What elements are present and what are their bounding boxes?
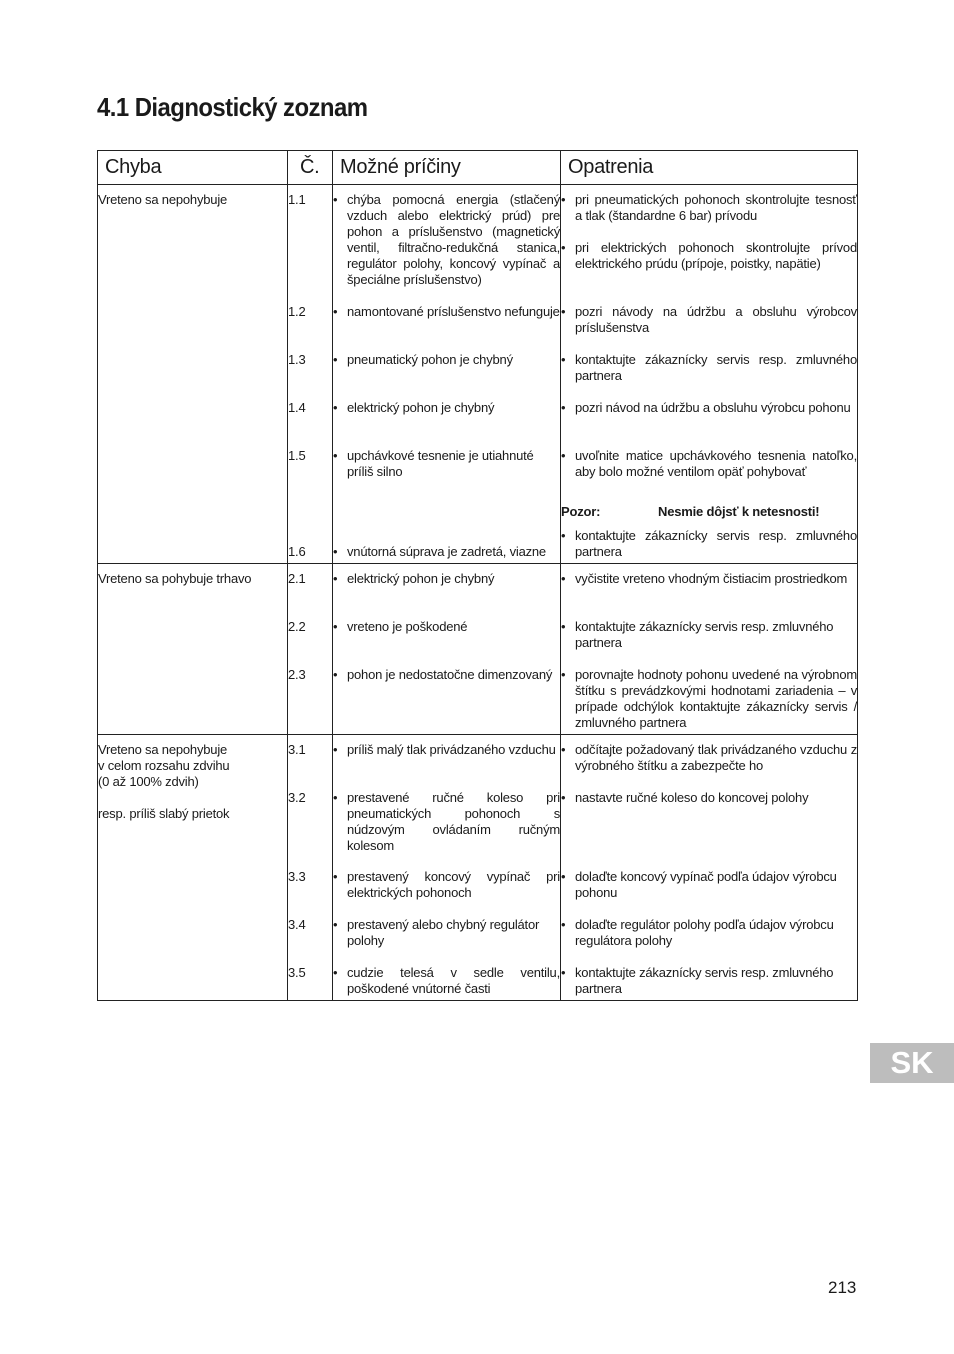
item-number: 2.2 (288, 619, 306, 634)
action-item: • odčítajte požadovaný tlak privádzaného vzduchu z výrobného štítku a zabezpečte ho (561, 742, 857, 790)
error-text: (0 až 100% zdvih) (98, 774, 199, 789)
cause-text: prestavený koncový vypínač pri elektrických pohonoch (347, 869, 560, 900)
item-number: 1.6 (288, 544, 306, 559)
action-text: nastavte ručné koleso do koncovej polohy (575, 790, 809, 805)
header-causes: Možné príčiny (333, 151, 561, 185)
cause-item: • prestavené ručné koleso pri pneumatických pohonoch s núdzovým ovládaním ručným kolesom (333, 790, 560, 869)
action-item: • pri elektrických pohonoch skontrolujte prívod elektrického prúdu (prípoje, poistky, napätie) (561, 240, 857, 304)
cause-item: • príliš malý tlak privádzaného vzduchu (333, 742, 560, 790)
action-text: uvoľnite matice upchávkového tesnenia natoľko, aby bolo možné ventilom opäť pohybovať (575, 448, 857, 479)
cause-text: vnútorná súprava je zadretá, viazne (347, 544, 546, 559)
action-text: dolaďte koncový vypínač podľa údajov výrobcu pohonu (575, 869, 837, 900)
table-row (98, 185, 858, 564)
language-tab: SK (870, 1043, 954, 1083)
warning-note (561, 504, 857, 528)
error-cell (98, 185, 288, 564)
action-item: • kontaktujte zákaznícky servis resp. zmluvného partnera (561, 965, 857, 997)
cause-text: príliš malý tlak privádzaného vzduchu (347, 742, 556, 757)
cause-text: vreteno je poškodené (347, 619, 468, 634)
number-cell (288, 564, 333, 735)
causes-cell (333, 185, 561, 564)
header-number: Č. (288, 151, 333, 185)
error-text: Vreteno sa nepohybuje (98, 742, 228, 757)
action-item: • pozri návod na údržbu a obsluhu výrobcu pohonu (561, 400, 857, 448)
cause-item: • chýba pomocná energia (stlačený vzduch alebo elektrický prúd) pre pohon a príslušenstvo (magnetický ventil, filtračno-redukčná stanica, regulátor polohy, koncový vypínač a špeciálne príslušenstvo) (333, 192, 560, 304)
page-title: 4.1 Diagnostický zoznam (97, 92, 368, 122)
action-item: • kontaktujte zákaznícky servis resp. zmluvného partnera (561, 528, 857, 559)
table-row (98, 564, 858, 735)
action-item: • pozri návody na údržbu a obsluhu výrobcov príslušenstva (561, 304, 857, 352)
action-text: dolaďte regulátor polohy podľa údajov výrobcu regulátora polohy (575, 917, 834, 948)
table-row (98, 735, 858, 1001)
action-item: • kontaktujte zákaznícky servis resp. zmluvného partnera (561, 352, 857, 400)
cause-text: pneumatický pohon je chybný (347, 352, 513, 367)
error-text: resp. príliš slabý prietok (98, 806, 230, 821)
action-item: • dolaďte koncový vypínač podľa údajov výrobcu pohonu (561, 869, 857, 917)
warning-label: Pozor: (561, 504, 601, 519)
cause-text: prestavené ručné koleso pri pneumatických pohonoch s núdzovým ovládaním ručným kolesom (347, 790, 560, 853)
warning-text: Nesmie dôjsť k netesnosti! (658, 504, 820, 519)
table-header-row (98, 151, 858, 185)
action-text: pozri návody na údržbu a obsluhu výrobcov príslušenstva (575, 304, 857, 335)
item-number: 3.3 (288, 869, 306, 884)
action-text: pri elektrických pohonoch skontrolujte prívod elektrického prúdu (prípoje, poistky, napätie) (575, 240, 857, 271)
item-number: 1.3 (288, 352, 306, 367)
item-number: 1.5 (288, 448, 306, 463)
cause-item: • elektrický pohon je chybný (333, 400, 560, 448)
actions-cell (561, 564, 858, 735)
item-number: 2.3 (288, 667, 306, 682)
cause-text: pohon je nedostatočne dimenzovaný (347, 667, 553, 682)
cause-item: • namontované príslušenstvo nefunguje (333, 304, 560, 352)
cause-text: chýba pomocná energia (stlačený vzduch alebo elektrický prúd) pre pohon a príslušenstvo (magnetický ventil, filtračno-redukčná stanica, regulátor polohy, koncový vypínač a špeciálne príslušenstvo) (347, 192, 560, 287)
cause-item: • upchávkové tesnenie je utiahnuté príliš silno (333, 448, 560, 544)
number-cell (288, 735, 333, 1001)
cause-item: • pohon je nedostatočne dimenzovaný (333, 667, 560, 683)
causes-cell (333, 564, 561, 735)
cause-text: prestavený alebo chybný regulátor polohy (347, 917, 540, 948)
causes-cell (333, 735, 561, 1001)
error-text: Vreteno sa nepohybuje (98, 192, 228, 207)
action-text: pri pneumatických pohonoch skontrolujte tesnosť a tlak (štandardne 6 bar) prívodu (575, 192, 857, 223)
item-number: 3.5 (288, 965, 306, 980)
cause-item: • vnútorná súprava je zadretá, viazne (333, 544, 560, 560)
cause-item: • cudzie telesá v sedle ventilu, poškodené vnútorné časti (333, 965, 560, 996)
header-actions: Opatrenia (561, 151, 858, 185)
cause-text: elektrický pohon je chybný (347, 400, 495, 415)
page-number: 213 (828, 1278, 857, 1297)
cause-item: • elektrický pohon je chybný (333, 571, 560, 619)
cause-text: upchávkové tesnenie je utiahnuté príliš silno (347, 448, 534, 479)
action-text: odčítajte požadovaný tlak privádzaného vzduchu z výrobného štítku a zabezpečte ho (575, 742, 857, 773)
action-text: kontaktujte zákaznícky servis resp. zmluvného partnera (575, 965, 834, 996)
cause-item: • prestavený alebo chybný regulátor polohy (333, 917, 560, 965)
action-text: kontaktujte zákaznícky servis resp. zmluvného partnera (575, 352, 857, 383)
action-item: • pri pneumatických pohonoch skontrolujte tesnosť a tlak (štandardne 6 bar) prívodu (561, 192, 857, 240)
error-text: v celom rozsahu zdvihu (98, 758, 230, 773)
diagnostic-table (97, 150, 858, 1001)
actions-cell (561, 735, 858, 1001)
cause-item: • vreteno je poškodené (333, 619, 560, 667)
action-item: • porovnajte hodnoty pohonu uvedené na výrobnom štítku s prevádzkovými hodnotami zariadenia – v prípade odchýlok kontaktujte zákaznícky servis / zmluvného partnera (561, 667, 857, 730)
action-item: • nastavte ručné koleso do koncovej polohy (561, 790, 857, 869)
error-cell (98, 735, 288, 1001)
cause-text: elektrický pohon je chybný (347, 571, 495, 586)
action-text: pozri návod na údržbu a obsluhu výrobcu pohonu (575, 400, 851, 415)
action-text: porovnajte hodnoty pohonu uvedené na výrobnom štítku s prevádzkovými hodnotami zariadenia – v prípade odchýlok kontaktujte zákaznícky servis / zmluvného partnera (575, 667, 857, 730)
item-number: 1.2 (288, 304, 306, 319)
action-item: • kontaktujte zákaznícky servis resp. zmluvného partnera (561, 619, 857, 667)
number-cell (288, 185, 333, 564)
cause-text: cudzie telesá v sedle ventilu, poškodené vnútorné časti (347, 965, 560, 996)
item-number: 3.2 (288, 790, 306, 805)
error-text: Vreteno sa pohybuje trhavo (98, 571, 252, 586)
action-item: • vyčistite vreteno vhodným čistiacim prostriedkom (561, 571, 857, 619)
action-text: kontaktujte zákaznícky servis resp. zmluvného partnera (575, 528, 857, 559)
cause-item: • prestavený koncový vypínač pri elektrických pohonoch (333, 869, 560, 917)
cause-item: • pneumatický pohon je chybný (333, 352, 560, 400)
cause-text: namontované príslušenstvo nefunguje (347, 304, 560, 319)
item-number: 3.1 (288, 742, 306, 757)
item-number: 1.4 (288, 400, 306, 415)
action-text: kontaktujte zákaznícky servis resp. zmluvného partnera (575, 619, 834, 650)
actions-cell (561, 185, 858, 564)
action-item: • uvoľnite matice upchávkového tesnenia natoľko, aby bolo možné ventilom opäť pohybovať (561, 448, 857, 496)
item-number: 1.1 (288, 192, 306, 207)
item-number: 3.4 (288, 917, 306, 932)
action-text: vyčistite vreteno vhodným čistiacim prostriedkom (575, 571, 848, 586)
error-cell (98, 564, 288, 735)
action-item: • dolaďte regulátor polohy podľa údajov výrobcu regulátora polohy (561, 917, 857, 965)
item-number: 2.1 (288, 571, 306, 586)
header-error: Chyba (98, 151, 288, 185)
